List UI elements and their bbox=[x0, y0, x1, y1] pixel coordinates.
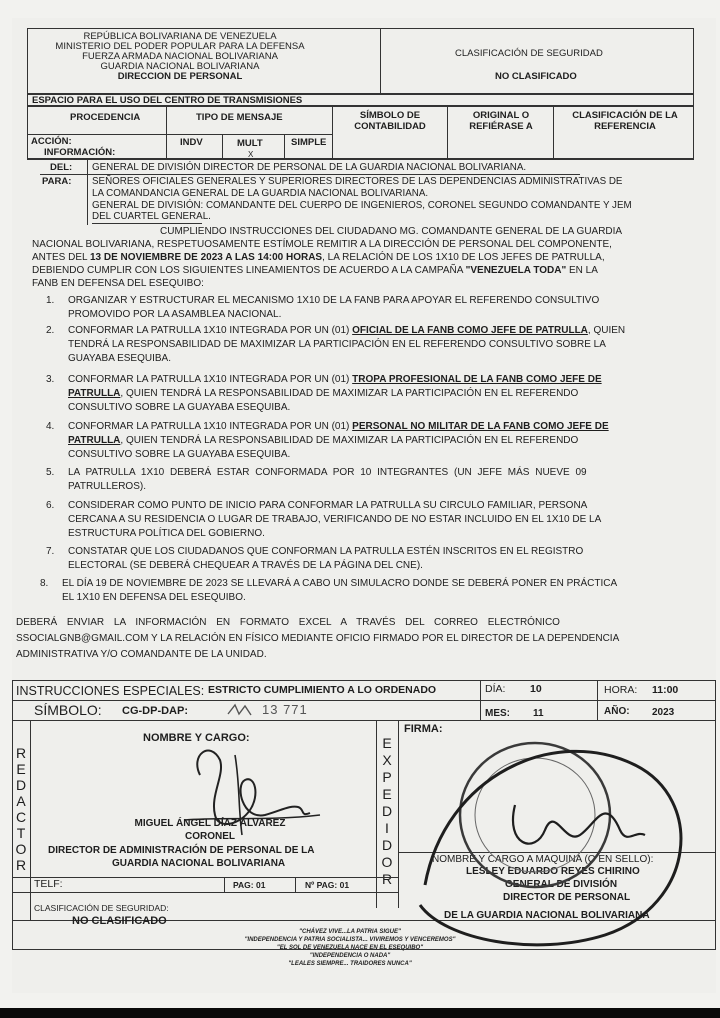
expedidor-title-line2: DE LA GUARDIA NACIONAL BOLIVARIANA bbox=[444, 910, 650, 921]
intro-line5: FANB EN DEFENSA DEL ESEQUIBO: bbox=[32, 278, 204, 289]
tipo-mensaje-header: TIPO DE MENSAJE bbox=[196, 112, 283, 123]
item-number: 7. bbox=[46, 546, 55, 557]
table-col-divider bbox=[553, 106, 554, 159]
expedidor-letter: O bbox=[381, 854, 393, 870]
table-col-divider bbox=[166, 106, 167, 159]
npag-label: Nº PAG: 01 bbox=[305, 880, 350, 890]
telf-col-line bbox=[295, 877, 296, 892]
table-col-divider bbox=[447, 106, 448, 159]
instrucciones-label: INSTRUCCIONES ESPECIALES: bbox=[16, 684, 205, 698]
item-3-line2: PATRULLA, QUIEN TENDRÁ LA RESPONSABILIDAD DE MAXIMIZAR LA PARTICIPACIÓN EN EL REFERENDO bbox=[68, 388, 579, 399]
para-line1: SEÑORES OFICIALES GENERALES Y SUPERIORES DIRECTORES DE LAS DEPENDENCIAS ADMINISTRATIVAS DE bbox=[92, 176, 623, 187]
simbolo-contabilidad-header: SÍMBOLO DE CONTABILIDAD bbox=[354, 110, 426, 132]
telf-row-line bbox=[12, 892, 398, 893]
item-number: 8. bbox=[40, 578, 49, 589]
redactor-letter: C bbox=[15, 809, 27, 825]
redactor-letter: O bbox=[15, 841, 27, 857]
address-divider bbox=[87, 159, 88, 225]
redactor-letter: R bbox=[15, 745, 27, 761]
redactor-letter: T bbox=[16, 825, 26, 841]
scan-bottom-edge bbox=[0, 1008, 720, 1018]
pag-label: PAG: 01 bbox=[233, 880, 266, 890]
intro-line1: CUMPLIENDO INSTRUCCIONES DEL CIUDADANO MG. COMANDANTE GENERAL DE LA GUARDIA bbox=[160, 226, 623, 237]
item-6-line1: CONSIDERAR COMO PUNTO DE INICIO PARA CONFORMAR LA PATRULLA SU CIRCULO FAMILIAR, PERSONA bbox=[68, 500, 588, 511]
para-line3: GENERAL DE DIVISIÓN: COMANDANTE DEL CUERPO DE INGENIEROS, CORONEL SEGUNDO COMANDANTE Y JEM bbox=[92, 200, 632, 211]
item-4-line1: CONFORMAR LA PATRULLA 1X10 INTEGRADA POR UN (01) PERSONAL NO MILITAR DE LA FANB COMO JEFE DE bbox=[68, 421, 609, 432]
item-5-line1: LA PATRULLA 1X10 DEBERÁ ESTAR CONFORMADA POR 10 INTEGRANTES (UN JEFE MÁS NUEVE 09 bbox=[68, 467, 587, 478]
mult-mark: X bbox=[248, 150, 254, 159]
expedidor-letter: E bbox=[382, 786, 392, 802]
indv-option: INDV bbox=[180, 137, 203, 148]
table-col-divider bbox=[332, 106, 333, 159]
simbolo-value: CG-DP-DAP: bbox=[122, 705, 188, 717]
header-direction: DIRECCION DE PERSONAL bbox=[117, 71, 243, 82]
hora-label: HORA: bbox=[604, 684, 638, 696]
item-4-line3: CONSULTIVO SOBRE LA GUAYABA ESEQUIBA. bbox=[68, 449, 291, 460]
expedidor-col-line-left bbox=[376, 720, 377, 908]
item-6-line2: CERCANA A SU RESIDENCIA O LUGAR DE TRABAJO, VERIFICANDO DE NO ESTAR INCLUIDO EN EL 1X10 DE LA bbox=[68, 514, 602, 525]
item-7-line1: CONSTATAR QUE LOS CIUDADANOS QUE CONFORMAN LA PATRULLA ESTÉN INSCRITOS EN EL REGISTRO bbox=[68, 546, 584, 557]
footer-col-line bbox=[480, 680, 481, 720]
redactor-title-line1: DIRECTOR DE ADMINISTRACIÓN DE PERSONAL DE LA bbox=[48, 845, 315, 856]
table-bottom-line bbox=[27, 159, 694, 160]
item-2-line1: CONFORMAR LA PATRULLA 1X10 INTEGRADA POR UN (01) OFICIAL DE LA FANB COMO JEFE DE PATRULLA, QUIEN bbox=[68, 325, 626, 336]
security-classification-label: CLASIFICACIÓN DE SEGURIDAD bbox=[455, 48, 603, 59]
expedidor-rank: GENERAL DE DIVISIÓN bbox=[505, 879, 618, 890]
dia-value: 10 bbox=[530, 683, 542, 695]
header-republic: REPÚBLICA BOLIVARIANA DE VENEZUELA bbox=[83, 31, 277, 42]
expedidor-letter: R bbox=[381, 871, 393, 887]
del-underline bbox=[40, 174, 580, 175]
footer-row-line bbox=[12, 700, 716, 701]
del-label: DEL: bbox=[50, 162, 73, 173]
closing-line3: ADMINISTRATIVA Y/O COMANDANTE DE LA UNIDAD. bbox=[16, 649, 267, 660]
mes-value: 11 bbox=[533, 708, 544, 719]
header-gnb: GUARDIA NACIONAL BOLIVARIANA bbox=[100, 61, 260, 72]
redactor-nombre-cargo-label: NOMBRE Y CARGO: bbox=[143, 732, 250, 744]
redactor-rank: CORONEL bbox=[185, 831, 235, 842]
original-refierase-header: ORIGINAL O REFIÉRASE A bbox=[469, 110, 533, 132]
official-seal-icon bbox=[405, 735, 705, 955]
security-classification-value: NO CLASIFICADO bbox=[495, 71, 577, 82]
mult-option: MULT bbox=[237, 138, 263, 149]
table-row-divider bbox=[27, 134, 332, 135]
intro-line4: DEBIENDO CUMPLIR CON LOS SIGUIENTES LINEAMIENTOS DE ACUERDO A LA CAMPAÑA "VENEZUELA TODA" EN LA bbox=[32, 265, 598, 276]
dia-label: DÍA: bbox=[485, 683, 506, 695]
hora-value: 11:00 bbox=[652, 684, 679, 696]
item-8-line2: EL 1X10 EN DEFENSA DEL ESEQUIBO. bbox=[62, 592, 246, 603]
item-6-line3: ESTRUCTURA POLÍTICA DEL GOBIERNO. bbox=[68, 528, 265, 539]
redactor-letter: A bbox=[16, 793, 26, 809]
item-3-line1: CONFORMAR LA PATRULLA 1X10 INTEGRADA POR UN (01) TROPA PROFESIONAL DE LA FANB COMO JEFE DE bbox=[68, 374, 602, 385]
item-number: 5. bbox=[46, 467, 55, 478]
item-2-line2: TENDRÁ LA RESPONSABILIDAD DE MAXIMIZAR LA PARTICIPACIÓN EN EL REFERENDO CONSULTIVO SOBRE LA bbox=[68, 339, 606, 350]
simbolo-number: 13 771 bbox=[262, 702, 308, 717]
header-ministry: MINISTERIO DEL PODER POPULAR PARA LA DEFENSA bbox=[55, 41, 305, 52]
para-line2: LA COMANDANCIA GENERAL DE LA GUARDIA NACIONAL BOLIVARIANA. bbox=[92, 188, 429, 199]
para-underline bbox=[92, 223, 202, 224]
table-col-divider bbox=[284, 134, 285, 159]
item-4-line2: PATRULLA, QUIEN TENDRÁ LA RESPONSABILIDAD DE MAXIMIZAR LA PARTICIPACIÓN EN EL REFERENDO bbox=[68, 435, 579, 446]
para-label: PARA: bbox=[42, 176, 72, 187]
expedidor-name: LESLEY EDUARDO REYES CHIRINO bbox=[466, 866, 640, 877]
expedidor-letter: E bbox=[382, 735, 392, 751]
item-2-line3: GUAYABA ESEQUIBA. bbox=[68, 353, 171, 364]
telf-col-line bbox=[224, 877, 225, 892]
intro-line2: NACIONAL BOLIVARIANA, RESPETUOSAMENTE ESTÍMOLE REMITIR A LA DIRECCIÓN DE PERSONAL DEL COMPONENTE, bbox=[32, 239, 612, 250]
motto: "INDEPENDENCIA Y PATRIA SOCIALISTA... VIVIREMOS Y VENCEREMOS" bbox=[244, 937, 456, 943]
item-number: 1. bbox=[46, 295, 55, 306]
accion-label: ACCIÓN: bbox=[31, 136, 72, 147]
item-number: 3. bbox=[46, 374, 55, 385]
telf-row-line bbox=[12, 877, 398, 878]
ano-value: 2023 bbox=[652, 707, 675, 718]
motto: "LEALES SIEMPRE... TRAIDORES NUNCA" bbox=[288, 961, 412, 967]
redactor-title-line2: GUARDIA NACIONAL BOLIVARIANA bbox=[112, 858, 286, 869]
footer-row-line bbox=[12, 720, 716, 721]
redactor-letter: D bbox=[15, 777, 27, 793]
simbolo-label: SÍMBOLO: bbox=[34, 702, 102, 718]
mes-label: MES: bbox=[485, 708, 510, 719]
expedidor-col-line-right bbox=[398, 720, 399, 908]
redactor-name: MIGUEL ÁNGEL DÍAZ ÁLVAREZ bbox=[134, 818, 286, 829]
del-value: GENERAL DE DIVISIÓN DIRECTOR DE PERSONAL DE LA GUARDIA NACIONAL BOLIVARIANA. bbox=[92, 162, 527, 173]
maquina-label: NOMBRE Y CARGO A MAQUINA (O EN SELLO): bbox=[432, 854, 654, 865]
item-3-line3: CONSULTIVO SOBRE LA GUAYABA ESEQUIBA. bbox=[68, 402, 291, 413]
item-1-line1: ORGANIZAR Y ESTRUCTURAR EL MECANISMO 1X10 DE LA FANB PARA APOYAR EL REFERENDO CONSULTIVO bbox=[68, 295, 600, 306]
header-divider bbox=[380, 28, 381, 94]
item-number: 6. bbox=[46, 500, 55, 511]
telf-label: TELF: bbox=[34, 878, 63, 890]
redactor-letter: E bbox=[16, 761, 26, 777]
motto: "INDEPENDENCIA O NADA" bbox=[309, 953, 391, 959]
instrucciones-value: ESTRICTO CUMPLIMIENTO A LO ORDENADO bbox=[208, 684, 437, 696]
item-number: 2. bbox=[46, 325, 55, 336]
simple-option: SIMPLE bbox=[291, 137, 327, 148]
clasificacion-referencia-header: CLASIFICACIÓN DE LA REFERENCIA bbox=[572, 110, 678, 132]
motto: "EL SOL DE VENEZUELA NACE EN EL ESEQUIBO" bbox=[276, 945, 424, 951]
item-1-line2: PROMOVIDO POR LA ASAMBLEA NACIONAL. bbox=[68, 309, 282, 320]
para-line4: DEL CUARTEL GENERAL. bbox=[92, 211, 211, 222]
expedidor-letter: D bbox=[381, 837, 393, 853]
ano-label: AÑO: bbox=[604, 706, 630, 717]
item-number: 4. bbox=[46, 421, 55, 432]
motto: "CHÁVEZ VIVE...LA PATRIA SIGUE" bbox=[299, 929, 401, 935]
closing-line2: SSOCIALGNB@GMAIL.COM Y LA RELACIÓN EN FÍSICO MEDIANTE OFICIO FIRMADO POR EL DIRECTOR DE LA DEPENDENCIA bbox=[16, 633, 620, 644]
closing-line1: DEBERÁ ENVIAR LA INFORMACIÓN EN FORMATO EXCEL A TRAVÉS DEL CORREO ELECTRÓNICO bbox=[16, 617, 560, 628]
item-7-line2: ELECTORAL (SE DEBERÁ CHEQUEAR A TRAVÉS DE LA PÁGINA DEL CNE). bbox=[68, 560, 423, 571]
clasificacion-value: NO CLASIFICADO bbox=[72, 915, 167, 927]
intro-line3: ANTES DEL 13 DE NOVIEMBRE DE 2023 A LAS 14:00 HORAS, LA RELACIÓN DE LOS 1X10 DE LOS JEFES DE PATRULLA, bbox=[32, 252, 605, 263]
transmissions-label: ESPACIO PARA EL USO DEL CENTRO DE TRANSMISIONES bbox=[32, 95, 303, 106]
procedencia-header: PROCEDENCIA bbox=[70, 112, 141, 123]
redactor-letter: R bbox=[15, 857, 27, 873]
expedidor-letter: X bbox=[382, 752, 392, 768]
table-col-divider bbox=[222, 134, 223, 159]
clasificacion-label: CLASIFICACIÓN DE SEGURIDAD: bbox=[34, 903, 169, 913]
firma-label: FIRMA: bbox=[404, 723, 443, 735]
item-8-line1: EL DÍA 19 DE NOVIEMBRE DE 2023 SE LLEVARÁ A CABO UN SIMULACRO DONDE SE DEBERÁ PONER EN PRÁCTICA bbox=[62, 578, 618, 589]
header-fanb: FUERZA ARMADA NACIONAL BOLIVARIANA bbox=[82, 51, 278, 62]
expedidor-letter: P bbox=[382, 769, 392, 785]
footer-col-line bbox=[597, 680, 598, 720]
expedidor-letter: I bbox=[385, 820, 389, 836]
simbolo-stamp-mark-icon bbox=[225, 702, 265, 718]
item-5-line2: PATRULLEROS). bbox=[68, 481, 146, 492]
expedidor-title-line1: DIRECTOR DE PERSONAL bbox=[503, 892, 631, 903]
redactor-signature-icon bbox=[180, 735, 330, 845]
informacion-label: INFORMACIÓN: bbox=[44, 147, 116, 158]
redactor-col-line bbox=[30, 720, 31, 920]
expedidor-letter: D bbox=[381, 803, 393, 819]
